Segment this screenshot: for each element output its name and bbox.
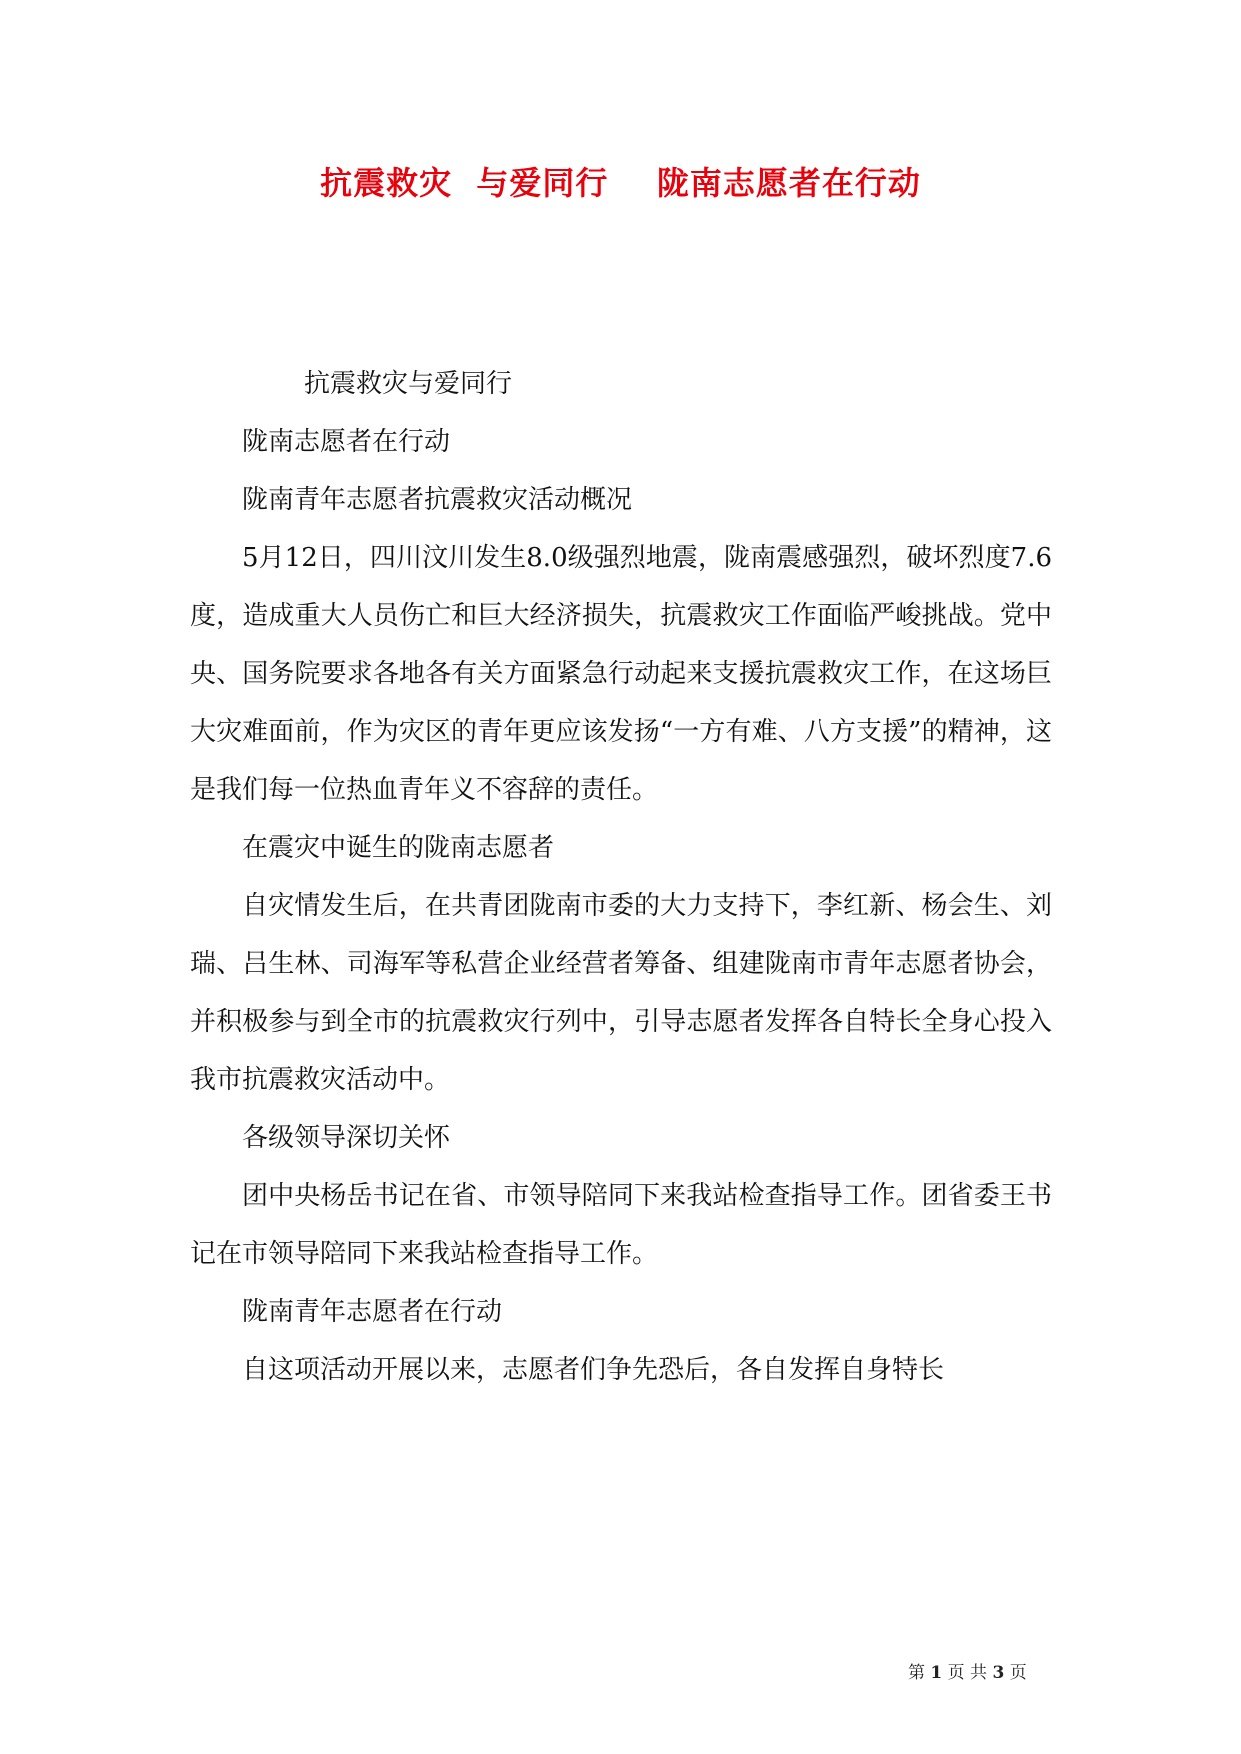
paragraph-body-4: 自这项活动开展以来，志愿者们争先恐后，各自发挥自身特长 [242, 1355, 945, 1385]
footer-total-pages: 3 [992, 1663, 1005, 1683]
paragraph-body-3: 团中央杨岳书记在省、市领导陪同下来我站检查指导工作。团省委王书记在市领导陪同下来我站检查指导工作。 [190, 1181, 1052, 1269]
paragraph-heading-5: 各级领导深切关怀 [242, 1123, 451, 1153]
paragraph-heading-4: 在震灾中诞生的陇南志愿者 [242, 833, 555, 863]
page-footer [908, 1658, 1027, 1683]
footer-middle: 页 共 [947, 1663, 988, 1683]
paragraph-body-1: 5月12日，四川汶川发生8.0级强烈地震，陇南震感强烈，破坏烈度7.6度，造成重大人员伤亡和巨大经济损失，抗震救灾工作面临严峻挑战。党中央、国务院要求各地各有关方面紧急行动起来支援抗震救灾工作，在这场巨大灾难面前，作为灾区的青年更应该发扬“一方有难、八方支援”的精神，这是我们每一位热血青年义不容辞的责任。 [190, 543, 1052, 805]
paragraph-heading-6: 陇南青年志愿者在行动 [242, 1297, 503, 1327]
footer-current-page: 1 [930, 1663, 943, 1683]
footer-suffix: 页 [1009, 1663, 1027, 1683]
footer-prefix: 第 [908, 1663, 925, 1683]
page-title: 抗震救灾 与爱同行 陇南志愿者在行动 [320, 164, 921, 202]
paragraph-heading-3: 陇南青年志愿者抗震救灾活动概况 [242, 485, 633, 515]
paragraph-heading-2: 陇南志愿者在行动 [242, 427, 451, 457]
paragraph-heading-1: 抗震救灾与爱同行 [304, 369, 513, 399]
article-body [190, 355, 1052, 1399]
paragraph-body-2: 自灾情发生后，在共青团陇南市委的大力支持下，李红新、杨会生、刘瑞、吕生林、司海军等私营企业经营者筹备、组建陇南市青年志愿者协会，并积极参与到全市的抗震救灾行列中，引导志愿者发挥各自特长全身心投入我市抗震救灾活动中。 [190, 891, 1052, 1095]
